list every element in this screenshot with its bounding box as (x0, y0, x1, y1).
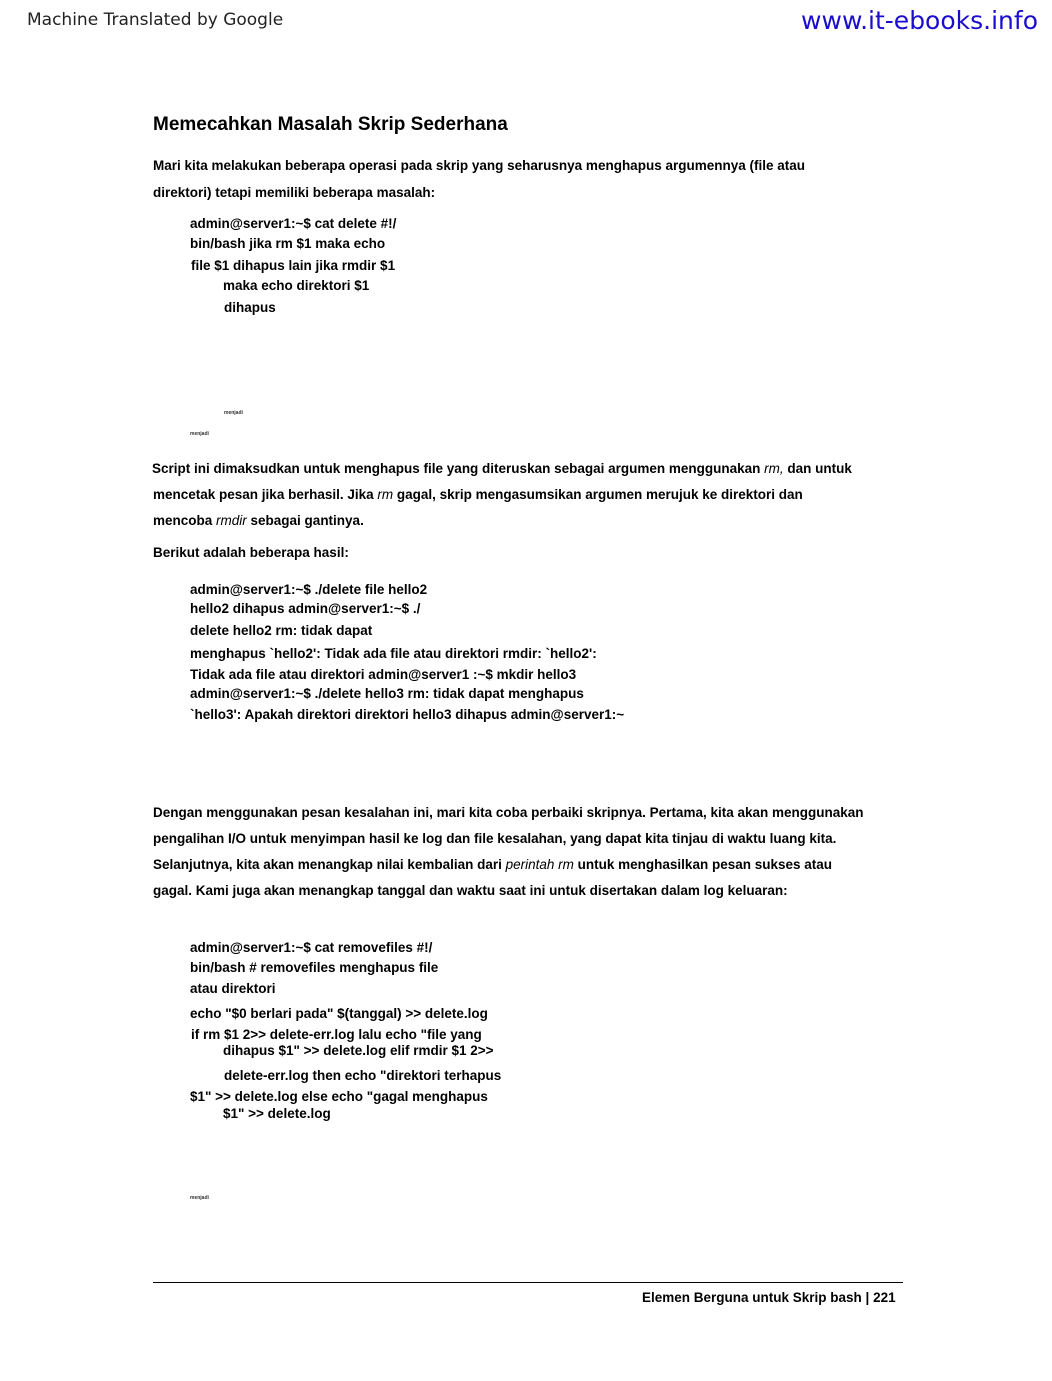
fix-line-4: gagal. Kami juga akan menangkap tanggal dan waktu saat ini untuk disertakan dalam log keluaran: (153, 883, 788, 898)
results-label: Berikut adalah beberapa hasil: (153, 545, 349, 560)
code1-tiny-2: menjadi (190, 431, 209, 437)
code3-line-1: admin@server1:~$ cat removefiles #!/ (190, 940, 433, 955)
fix-line-2: pengalihan I/O untuk menyimpan hasil ke log dan file kesalahan, yang dapat kita tinjau di waktu luang kita. (153, 831, 837, 846)
code3-line-2: bin/bash # removefiles menghapus file (190, 960, 439, 975)
code3-line-9: $1" >> delete.log (223, 1106, 331, 1121)
code2-line-5: Tidak ada file atau direktori admin@server1 :~$ mkdir hello3 (190, 667, 577, 682)
explain-line-1: Script ini dimaksudkan untuk menghapus file yang diteruskan sebagai argumen menggunakan rm, dan untuk (152, 461, 852, 476)
intro-line-2: direktori) tetapi memiliki beberapa masalah: (153, 185, 436, 200)
code1-line-4: maka echo direktori $1 (223, 278, 370, 293)
code2-line-4: menghapus `hello2': Tidak ada file atau direktori rmdir: `hello2': (190, 646, 597, 661)
code2-line-7: `hello3': Apakah direktori direktori hello3 dihapus admin@server1:~ (190, 707, 625, 722)
page-footer: Elemen Berguna untuk Skrip bash | 221 (642, 1290, 896, 1305)
intro-line-1: Mari kita melakukan beberapa operasi pada skrip yang seharusnya menghapus argumennya (file atau (153, 158, 805, 173)
code2-line-2: hello2 dihapus admin@server1:~$ ./ (190, 601, 421, 616)
code3-line-4: echo "$0 berlari pada" $(tanggal) >> delete.log (190, 1006, 488, 1021)
code1-line-3: file $1 dihapus lain jika rmdir $1 (191, 258, 396, 273)
code3-line-3: atau direktori (190, 981, 276, 996)
code1-line-1: admin@server1:~$ cat delete #!/ (190, 216, 397, 231)
code2-line-1: admin@server1:~$ ./delete file hello2 (190, 582, 428, 597)
footer-rule (153, 1282, 903, 1283)
code1-tiny-1: menjadi (224, 410, 243, 416)
code1-line-2: bin/bash jika rm $1 maka echo (190, 236, 386, 251)
code3-line-7: delete-err.log then echo "direktori terhapus (224, 1068, 502, 1083)
code3-line-6: dihapus $1" >> delete.log elif rmdir $1 2>> (223, 1043, 494, 1058)
explain-line-2: mencetak pesan jika berhasil. Jika rm gagal, skrip mengasumsikan argumen merujuk ke direktori dan (153, 487, 803, 502)
code2-line-6: admin@server1:~$ ./delete hello3 rm: tidak dapat menghapus (190, 686, 584, 701)
code1-line-5: dihapus (224, 300, 276, 315)
translation-badge: Machine Translated by Google (27, 10, 284, 30)
fix-line-1: Dengan menggunakan pesan kesalahan ini, mari kita coba perbaiki skripnya. Pertama, kita akan menggunakan (153, 805, 864, 820)
fix-line-3: Selanjutnya, kita akan menangkap nilai kembalian dari perintah rm untuk menghasilkan pesan sukses atau (153, 857, 833, 872)
code3-line-5: if rm $1 2>> delete-err.log lalu echo "file yang (191, 1027, 482, 1042)
code2-line-3: delete hello2 rm: tidak dapat (190, 623, 373, 638)
explain-line-3: mencoba rmdir sebagai gantinya. (153, 513, 364, 528)
code3-line-8: $1" >> delete.log else echo "gagal menghapus (190, 1089, 488, 1104)
code3-tiny: menjadi (190, 1195, 209, 1201)
site-link[interactable]: www.it-ebooks.info (801, 6, 1038, 35)
section-title: Memecahkan Masalah Skrip Sederhana (153, 114, 508, 135)
